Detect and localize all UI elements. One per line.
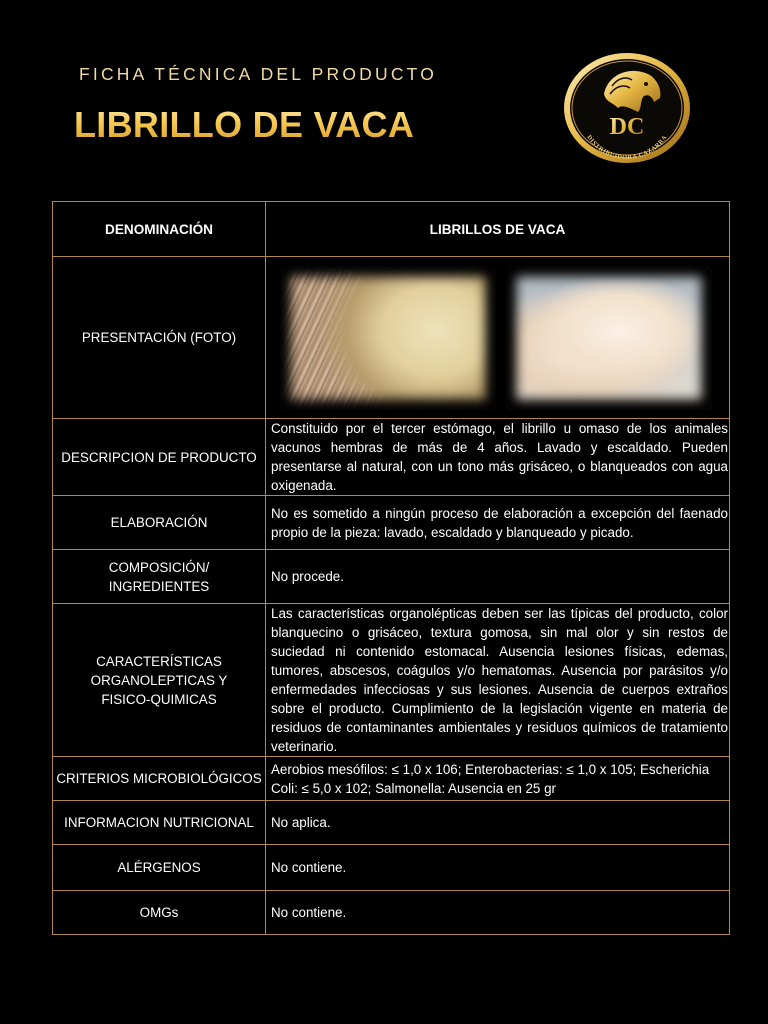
row-label: CRITERIOS MICROBIOLÓGICOS bbox=[53, 757, 266, 801]
row-label: OMGs bbox=[53, 891, 266, 935]
product-photo-whitened bbox=[506, 266, 712, 410]
presentacion-photos bbox=[266, 257, 730, 419]
row-value: Aerobios mesófilos: ≤ 1,0 x 106; Enterobacterias: ≤ 1,0 x 105; Escherichia Coli: ≤ 5,0 x 102; Salmonella: Ausencia en 25 gr bbox=[266, 757, 730, 801]
presentacion-row bbox=[53, 257, 730, 419]
row-value: Constituido por el tercer estómago, el librillo u omaso de los animales vacunos hembras de más de 4 años. Lavado y escaldado. Pueden presentarse al natural, con un tono más grisáceo, o blanqueados con agua oxigenada. bbox=[266, 419, 730, 496]
table-row bbox=[53, 757, 730, 801]
company-logo bbox=[560, 50, 694, 166]
row-value: No es sometido a ningún proceso de elaboración a excepción del faenado propio de la pieza: lavado, escaldado y blanqueado y picado. bbox=[266, 496, 730, 550]
presentacion-label: PRESENTACIÓN (FOTO) bbox=[53, 257, 266, 419]
row-label: COMPOSICIÓN/ INGREDIENTES bbox=[53, 550, 266, 604]
spec-table bbox=[52, 201, 730, 935]
table-row bbox=[53, 845, 730, 891]
logo-ring-text: DISTRIBUIDORA CAZARRA bbox=[585, 133, 669, 162]
row-value: No aplica. bbox=[266, 801, 730, 845]
table-row bbox=[53, 604, 730, 757]
row-label: ALÉRGENOS bbox=[53, 845, 266, 891]
denominacion-value: LIBRILLOS DE VACA bbox=[266, 202, 730, 257]
table-row bbox=[53, 550, 730, 604]
table-row bbox=[53, 419, 730, 496]
table-header-row bbox=[53, 202, 730, 257]
row-label: DESCRIPCION DE PRODUCTO bbox=[53, 419, 266, 496]
table-row bbox=[53, 891, 730, 935]
product-photo-raw bbox=[280, 266, 496, 410]
row-label: ELABORACIÓN bbox=[53, 496, 266, 550]
row-value: No contiene. bbox=[266, 845, 730, 891]
row-label: INFORMACION NUTRICIONAL bbox=[53, 801, 266, 845]
table-row bbox=[53, 496, 730, 550]
row-value: No procede. bbox=[266, 550, 730, 604]
logo-initials: DC bbox=[609, 114, 645, 140]
row-label: CARACTERÍSTICAS ORGANOLEPTICAS Y FISICO-QUIMICAS bbox=[53, 604, 266, 757]
table-row bbox=[53, 801, 730, 845]
row-value: Las características organolépticas deben ser las típicas del producto, color blanquecino o grisáceo, textura gomosa, sin mal olor y sin restos de suciedad ni contenido estomacal. Ausencia lesiones físicas, edemas, tumores, abscesos, coágulos y/o hematomas. Ausencia por parásitos y/o enfermedades infecciosas y sus lesiones. Ausencia de cuerpos extraños sobre el producto. Cumplimiento de la legislación vigente en materia de residuos de contaminantes ambientales y residuos químicos de tratamiento veterinario. bbox=[266, 604, 730, 757]
document-subtitle: FICHA TÉCNICA DEL PRODUCTO bbox=[79, 64, 438, 84]
row-value: No contiene. bbox=[266, 891, 730, 935]
document-title: LIBRILLO DE VACA bbox=[74, 104, 415, 145]
denominacion-label: DENOMINACIÓN bbox=[53, 202, 266, 257]
